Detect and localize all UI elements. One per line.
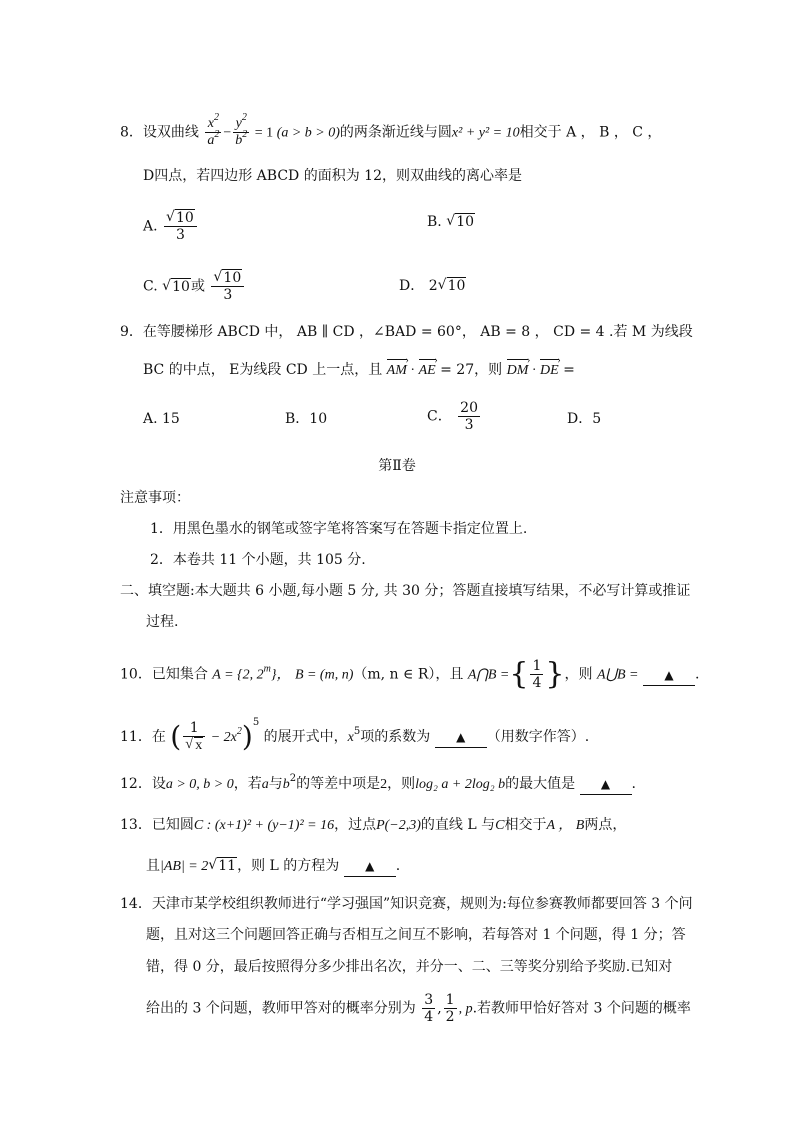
q9-vector-de: › DE [540, 361, 559, 381]
q13-t4: 两点， [584, 817, 627, 833]
q10-intersection: A⋂B = [467, 667, 510, 683]
q10-set-a-end: }， [270, 667, 291, 683]
q9-vector-am: › AM [387, 361, 407, 381]
q12-a: a [261, 777, 269, 792]
notice-heading: 注意事项： [120, 490, 190, 506]
q9-vector-dm: › DM [507, 361, 529, 381]
q11-text2: 项的系数为 [360, 729, 431, 745]
q8-frac-x: $\frac{x^2}{a^2}$ [207, 112, 220, 148]
q14-line4a: 给出的 3 个问题，教师甲答对的概率分别为 [146, 1000, 416, 1017]
q8-condition: (a > b > 0) [276, 125, 340, 141]
q9-option-a: A. 15 [143, 411, 180, 427]
q9-option-d: D．5 [567, 411, 602, 427]
q14-line3: 错，得 0 分，最后按照得分多少排出名次，并分一、二、三等奖分别给予奖励.已知对 [146, 959, 673, 975]
q13-number: 13．已知圆 [120, 817, 194, 833]
q8-circle: x² + y² = 10 [451, 125, 520, 141]
q12-t5: 的最大值是 [505, 776, 576, 792]
q8-option-c-radicand-2: 10 [223, 270, 242, 286]
q13-t3: 相交于 [504, 817, 547, 833]
q8-option-a-radicand: 10 [176, 210, 194, 226]
q9-line2-text: BC 的中点， E为线段 CD 上一点，且 [143, 362, 383, 378]
q9-vector-ae: › AE [419, 361, 436, 381]
q11-outer-sup: 5 [252, 717, 260, 728]
q9-option-b: B．10 [285, 411, 328, 427]
q9-line2: BC 的中点， E为线段 CD 上一点，且 › AM · › AE = 27，则 › DM · › DE = [143, 360, 575, 381]
q13-line2 [146, 856, 400, 877]
q13-t2: 的直线 L 与 [420, 817, 496, 833]
q8-lead: 设双曲线 [142, 124, 199, 141]
q14-frac2-den: 2 [445, 1009, 455, 1025]
q8-option-c-label: C. [143, 278, 158, 295]
q8-option-c [143, 270, 246, 303]
q11-inner-sup: 2 [236, 726, 242, 737]
section-title: 第Ⅱ卷 [378, 458, 416, 474]
q10-condition: （m, n ∈ R），且 [353, 666, 464, 683]
q14-line4: 给出的 3 个问题，教师甲答对的概率分别为 $\frac{3}{4}$ , $\frac{1}{2}$ , p.若教师甲恰好答对 3 个问题的概率 [146, 992, 691, 1025]
q12-b: b [282, 777, 290, 792]
q8-line1: 8．设双曲线 $\frac{x^2}{a^2}$ − $\frac{y^2}{b^2}$ = 1 (a > b > 0)的两条渐近线与圆x² + y² = 10相交于 A ， B ， C ， [120, 112, 662, 148]
q13-line2b: ，则 L 的方程为 [237, 858, 340, 874]
q11-text: 的展开式中， [263, 729, 348, 745]
q9-option-c-den: 3 [458, 416, 480, 433]
q8-option-c-or: 或 [190, 278, 205, 295]
q12-t3: 的等差中项是 [296, 776, 381, 792]
q12-answer-blank: ▲ [580, 774, 632, 795]
q12-end: . [631, 776, 636, 792]
q12-number: 12．设 [120, 776, 166, 792]
q13-c: C [495, 818, 505, 833]
q10-set-a: A = {2, 2 [212, 667, 264, 683]
q10-frac-num: 1 [532, 658, 542, 674]
q8-option-c-den: 3 [211, 286, 244, 303]
q8-option-a-den: 3 [164, 226, 197, 243]
q14-p: , p [458, 1001, 473, 1017]
q8-number: 8． [120, 124, 143, 141]
q14-line1: 14．天津市某学校组织教师进行“学习强国”知识竞赛，规则为:每位参赛教师都要回答 3 个问 [120, 896, 693, 912]
q8-option-c-frac [211, 270, 244, 303]
q14-frac2-num: 1 [445, 992, 455, 1008]
q8-option-b [427, 212, 475, 232]
part2-heading-line1: 二、填空题:本大题共 6 小题,每小题 5 分, 共 30 分；答题直接填写结果，不必写计算或推证 [120, 583, 691, 599]
q8-option-a-frac [164, 210, 197, 243]
notice-item-2: 2．本卷共 11 个小题，共 105 分. [150, 552, 366, 568]
q12-two: 2 [380, 777, 388, 792]
q8-option-d-radicand: 10 [447, 278, 466, 294]
q8-option-d-label: D． [399, 278, 425, 294]
q13-radicand: 11 [218, 858, 237, 874]
q13-point: P(−2,3) [376, 818, 421, 833]
q11-term: x [347, 730, 354, 745]
q12-t1: ，若 [233, 776, 262, 792]
q13-end: . [395, 858, 401, 874]
q13-answer-blank: ▲ [344, 856, 396, 877]
q10-set-a-sup: m [263, 663, 271, 675]
q10-answer-blank: ▲ [643, 665, 695, 686]
q10-set-b: B = (m, n) [294, 667, 354, 683]
q10-number: 10．已知集合 [120, 666, 208, 683]
q8-mid: 的两条渐近线与圆 [339, 124, 452, 141]
q12-expression: log₂ a + 2log₂ b [415, 777, 506, 792]
q10-union: A⋃B = [596, 667, 639, 683]
q8-frac-y: $\frac{y^2}{b^2}$ [235, 112, 248, 148]
q8-option-d-coef: 2 [428, 278, 438, 294]
q8-option-b-radicand: 10 [456, 214, 475, 230]
part2-heading-line2: 过程. [146, 614, 179, 630]
q8-option-b-label: B. [427, 214, 442, 230]
q9-option-c-num: 20 [460, 400, 478, 416]
q14-line4b: .若教师甲恰好答对 3 个问题的概率 [472, 1000, 691, 1017]
q8-line2: D四点，若四边形 ABCD 的面积为 12，则双曲线的离心率是 [143, 168, 522, 184]
q10-end: . [694, 666, 700, 683]
q11: 11．在 ( 1 √ x − $2x^2)^5$ 的展开式中，$x^5$项的系数为 ▲ （用数字作答）. [120, 720, 589, 754]
q12-b-sup: 2 [289, 773, 297, 784]
q10: 10．已知集合 A = {2, 2$^m$}， B = (m, n)（m, n ∈ R），且 A⋂B ={ $\frac{1}{4}$ }，则 A⋃B = ▲ . [120, 656, 700, 692]
notice-item-1: 1．用黑色墨水的钢笔或签字笔将答案写在答题卡指定位置上. [150, 521, 528, 537]
q11-answer-blank: ▲ [435, 727, 487, 748]
q11-number: 11．在 [120, 729, 166, 745]
q13-t1: ，过点 [334, 817, 377, 833]
q9-number: 9． [120, 324, 143, 340]
q12-condition: a > 0, b > 0 [165, 777, 234, 792]
q8-option-a-label: A. [143, 218, 158, 235]
q13-ab: A ， B [546, 818, 585, 833]
q12-t2: 与 [268, 776, 283, 792]
q13-line2a: 且 [146, 858, 160, 874]
q13-ab-abs: |AB| = 2 [160, 859, 209, 874]
q10-frac-den: 4 [532, 675, 542, 691]
q11-inner-term: − 2x [207, 730, 237, 745]
q9-option-c [427, 400, 482, 433]
q11-term-sup: 5 [353, 726, 361, 737]
q12 [120, 774, 636, 795]
q9-eq27: = 27，则 [435, 362, 503, 378]
q13-line1 [120, 815, 626, 836]
q12-t4: ，则 [387, 776, 416, 792]
q8-option-d [399, 276, 466, 296]
q8-option-a [143, 210, 199, 243]
q9-line1 [120, 322, 693, 342]
q14-frac1-den: 4 [424, 1009, 434, 1025]
q9-line1-text: 在等腰梯形 ABCD 中， AB ∥ CD ，∠BAD = 60°， AB = 8 ， CD = 4 .若 M 为线段 [142, 324, 693, 340]
q11-text3: （用数字作答）. [486, 729, 590, 745]
q14-line2: 题，且对这三个问题回答正确与否相互之间互不影响，若每答对 1 个问题，得 1 分；答 [146, 927, 686, 943]
q8-tail: 相交于 A ， B ， C ， [519, 124, 662, 141]
q14-frac1-num: 3 [424, 992, 434, 1008]
q10-then: ，则 [564, 666, 593, 683]
q8-option-c-radicand-1: 10 [172, 278, 190, 295]
q9-option-c-label: C． [427, 408, 452, 425]
q13-circle: C : (x+1)² + (y−1)² = 16 [193, 818, 335, 833]
q9-eq: = [558, 362, 575, 378]
